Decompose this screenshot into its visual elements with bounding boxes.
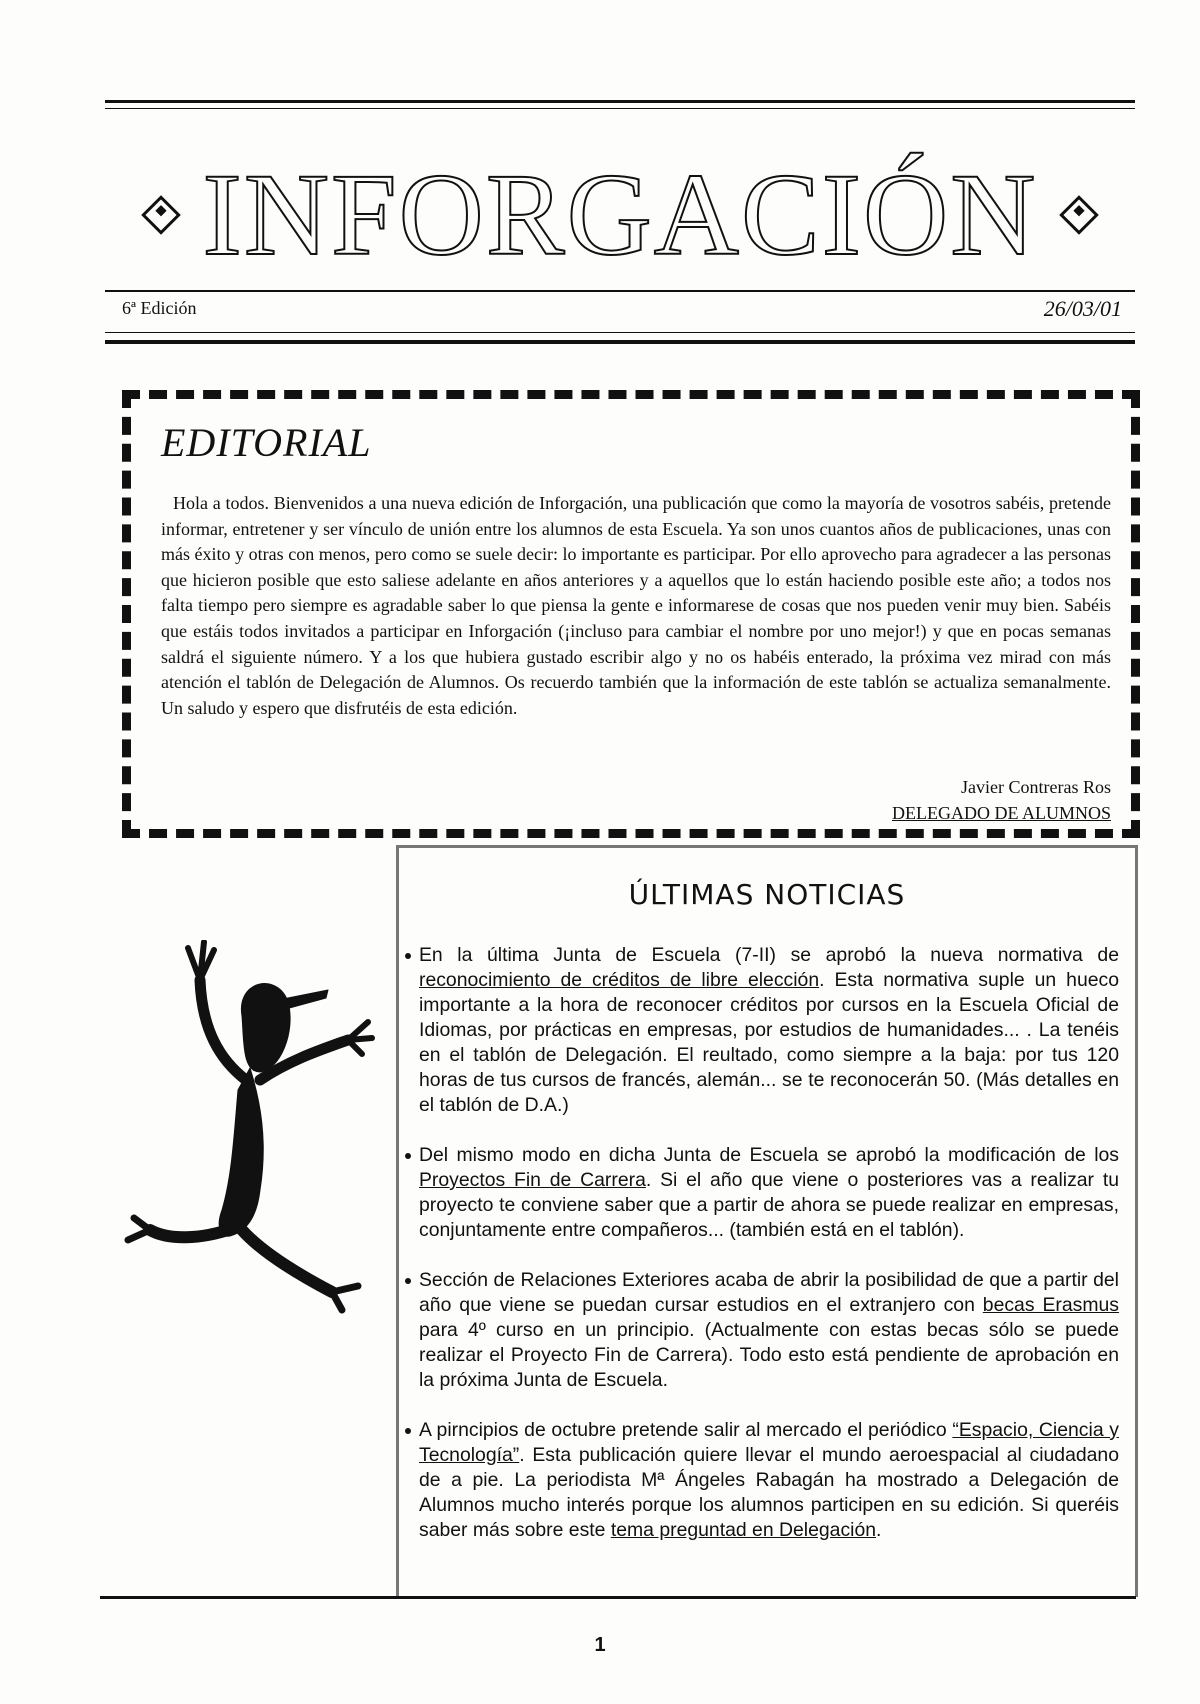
- bottom-rule: [100, 1596, 1136, 1599]
- newsletter-title: INFORGACIÓN: [202, 149, 1038, 280]
- news-item-text: . Esta normativa suple un hueco importante a la hora de reconocer créditos por cursos en la Escuela Oficial de Idiomas, por prácticas en empresas, por estudios de humanidades... . La tenéis en el tablón de Delegación. El reultado, como siempre a la baja: por tus 120 horas de tus cursos de francés, alemán... se te reconocerán 50. (Más detalles en el tablón de D.A.): [419, 969, 1119, 1116]
- editorial-body: Hola a todos. Bienvenidos a una nueva edición de Inforgación, una publicación que como la mayoría de vosotros sabéis, pretende informar, entretener y ser vínculo de unión entre los alumnos de esta Escuela. Ya son unos cuantos años de publicaciones, unas con más éxito y otras con menos, pero como se suele decir: lo importante es participar. Por ello aprovecho para agradecer a las personas que hicieron posible que esto saliese adelante en años anteriores y a aquellos que lo están haciendo posible este año; a todos nos falta tiempo pero siempre es agradable saber lo que piensa la gente e informarese de cosas que nos pueden venir muy bien. Sabéis que estáis todos invitados a participar en Inforgación (¡incluso para cambiar el nombre por uno mejor!) y que en pocas semanas saldrá el siguiente número. Y a los que hubiera gustado escribir algo y no os habéis enterado, la próxima vez mirad con más atención el tablón de Delegación de Alumnos. Os recuerdo también que la información de este tablón se actualiza semanalmente. Un saludo y espero que disfrutéis de esta edición.: [161, 493, 1111, 718]
- news-item: [399, 943, 1119, 1118]
- bullet-icon: [405, 1278, 411, 1284]
- header-rule-upper: [105, 290, 1135, 292]
- news-item-link: tema preguntad en Delegación: [610, 1519, 877, 1541]
- editorial-box: [122, 390, 1140, 838]
- diamond-left-icon: [141, 195, 181, 235]
- news-item-text: . Esta publicación quiere llevar el mundo aeroespacial al ciudadano de a pie. La periodista Mª Ángeles Rabagán ha mostrado a Delegación de Alumnos mucho interés porque los alumnos participen en su edición. Si queréis saber más sobre este: [419, 1444, 1119, 1541]
- page-number: 1: [594, 1634, 606, 1656]
- news-item-link: Proyectos Fin de Carrera: [419, 1169, 646, 1191]
- news-item-link: becas Erasmus: [982, 1294, 1119, 1316]
- news-list: [399, 943, 1119, 1543]
- news-item: [399, 1418, 1119, 1543]
- news-item-text: . Si el año que viene o posteriores vas a realizar tu proyecto te conviene saber que a partir de ahora se puede realizar en empresas, conjuntamente entre compañeros... (también está en el tablón).: [419, 1169, 1119, 1241]
- signature-name: Javier Contreras Ros: [961, 777, 1111, 797]
- news-heading: ÚLTIMAS NOTICIAS: [628, 878, 906, 911]
- header-rule-lower-thick: [105, 340, 1135, 344]
- signature-role: DELEGADO DE ALUMNOS: [892, 803, 1111, 823]
- edition-label: 6ª Edición: [122, 298, 197, 318]
- news-item-text: para 4º curso en un principio. (Actualmente con estas becas sólo se puede realizar el Proyecto Fin de Carrera). Todo esto está pendiente de aprobación en la próxima Junta de Escuela.: [419, 1319, 1119, 1391]
- news-item-text: A pirncipios de octubre pretende salir al mercado el periódico: [419, 1419, 953, 1441]
- news-item-text: En la última Junta de Escuela (7-II) se aprobó la nueva normativa de: [419, 944, 1119, 966]
- news-item-text: Del mismo modo en dicha Junta de Escuela se aprobó la modificación de los: [419, 1144, 1119, 1166]
- latest-news-box: [396, 845, 1138, 1597]
- bullet-icon: [405, 1428, 411, 1434]
- top-rule-thin: [105, 108, 1135, 109]
- news-item: [399, 1268, 1119, 1393]
- editorial-heading: EDITORIAL: [161, 420, 372, 465]
- edition-date: 26/03/01: [1043, 296, 1122, 321]
- bullet-icon: [405, 1153, 411, 1159]
- news-item-text: .: [876, 1519, 882, 1541]
- masthead: [105, 140, 1135, 290]
- top-rule-thick: [105, 100, 1135, 103]
- diamond-right-icon: [1059, 195, 1099, 235]
- news-item-link: “Espacio, Ciencia y Tecnología”: [419, 1419, 1119, 1466]
- header-rule-lower-thin: [105, 332, 1135, 333]
- bullet-icon: [405, 953, 411, 959]
- running-figure-illustration: [110, 940, 410, 1320]
- news-item-text: Sección de Relaciones Exteriores acaba de abrir la posibilidad de que a partir del año que viene se puedan cursar estudios en el extranjero con: [419, 1269, 1119, 1316]
- news-item-link: reconocimiento de créditos de libre elección: [419, 969, 820, 991]
- news-item: [399, 1143, 1119, 1243]
